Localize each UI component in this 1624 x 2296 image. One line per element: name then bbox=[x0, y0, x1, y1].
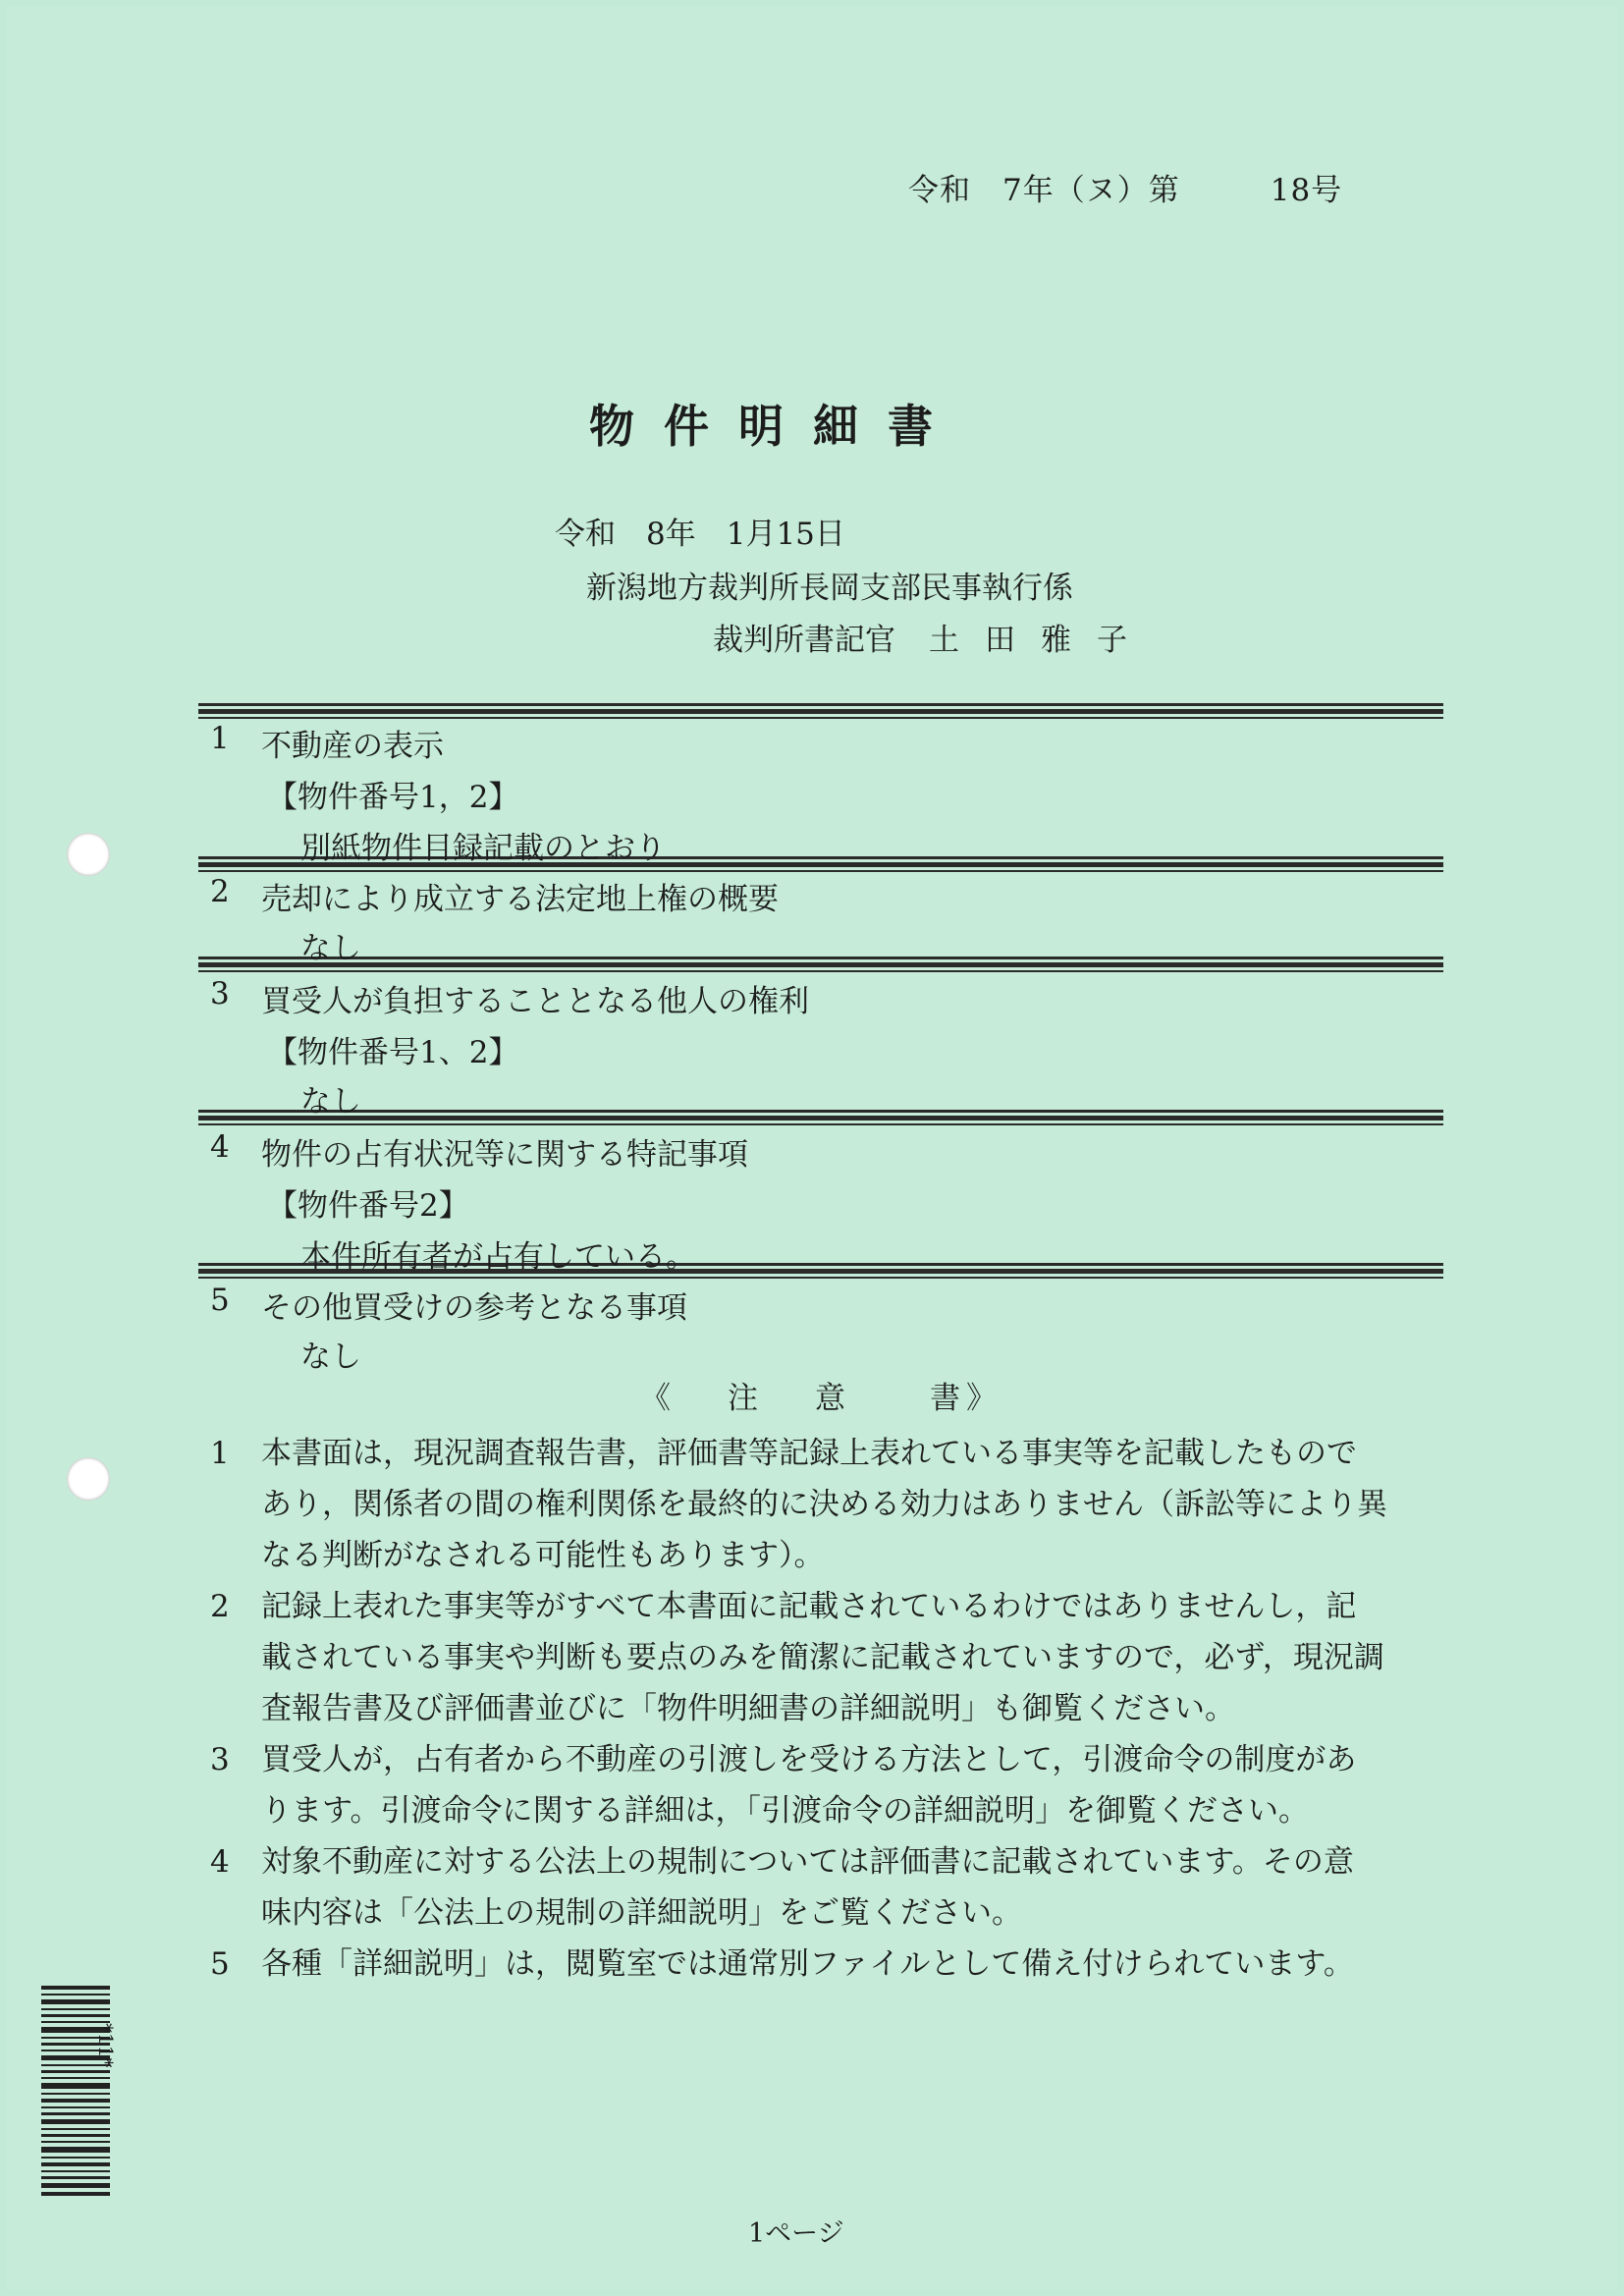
notice-item-5 bbox=[210, 1939, 1428, 1990]
section-number: 4 bbox=[210, 1129, 230, 1165]
barcode bbox=[41, 1986, 114, 2200]
court-name: 新潟地方裁判所長岡支部民事執行係 bbox=[586, 571, 1073, 606]
section-rule bbox=[198, 1110, 1443, 1125]
notice-line: 査報告書及び評価書並びに「物件明細書の詳細説明」も御覧ください。 bbox=[261, 1691, 1235, 1726]
notice-text bbox=[261, 1734, 1428, 1836]
section-line: 【物件番号1，2】 bbox=[267, 780, 519, 815]
binder-hole-bottom bbox=[67, 1457, 110, 1501]
notice-title-part: 》 bbox=[966, 1381, 997, 1416]
notice-title-part: 意 bbox=[815, 1381, 845, 1416]
notice-number: 2 bbox=[210, 1589, 230, 1624]
notice-number: 5 bbox=[210, 1946, 230, 1982]
section-number: 2 bbox=[210, 874, 230, 909]
section-heading: 物件の占有状況等に関する特記事項 bbox=[261, 1137, 748, 1173]
notice-number: 4 bbox=[210, 1844, 230, 1880]
notice-title-part: 書 bbox=[930, 1381, 960, 1416]
notice-text bbox=[261, 1836, 1428, 1939]
notice-line: 味内容は「公法上の規制の詳細説明」をご覧ください。 bbox=[261, 1895, 1022, 1931]
notice-line: 各種「詳細説明」は，閲覧室では通常別ファイルとして備え付けられています。 bbox=[261, 1946, 1354, 1982]
notice-title-part: 《 bbox=[640, 1381, 671, 1416]
section-heading: 買受人が負担することとなる他人の権利 bbox=[261, 984, 809, 1019]
notice-line: 記録上表れた事実等がすべて本書面に記載されているわけではありませんし，記 bbox=[261, 1589, 1357, 1624]
notice-text bbox=[261, 1428, 1428, 1581]
notice-number: 1 bbox=[210, 1436, 230, 1471]
notice-title bbox=[640, 1373, 997, 1417]
section-heading: 売却により成立する法定地上権の概要 bbox=[261, 882, 779, 917]
case-number: 18号 bbox=[1270, 173, 1343, 208]
section-rule bbox=[198, 703, 1443, 719]
section-heading: 不動産の表示 bbox=[261, 729, 444, 764]
notice-number: 3 bbox=[210, 1742, 230, 1777]
section-number: 1 bbox=[210, 721, 230, 756]
notice-line: 載されている事実や判断も要点のみを簡潔に記載されていますので，必ず，現況調 bbox=[261, 1640, 1384, 1675]
clerk-name: 土田雅子 bbox=[929, 623, 1153, 658]
notice-title-part: 注 bbox=[728, 1381, 758, 1416]
section-heading: その他買受けの参考となる事項 bbox=[261, 1290, 687, 1326]
notice-text bbox=[261, 1939, 1428, 1990]
clerk-title: 裁判所書記官 bbox=[713, 623, 895, 658]
notice-line: あり，関係者の間の権利関係を最終的に決める効力はありません（訴訟等により異 bbox=[261, 1487, 1387, 1522]
notice-line: なる判断がなされる可能性もあります）。 bbox=[261, 1538, 825, 1573]
notice-item-1 bbox=[210, 1428, 1428, 1581]
section-line: 【物件番号2】 bbox=[267, 1188, 469, 1224]
notice-text bbox=[261, 1581, 1428, 1734]
notice-item-3 bbox=[210, 1734, 1428, 1836]
clerk-line bbox=[713, 615, 1153, 659]
section-number: 3 bbox=[210, 976, 230, 1011]
section-number: 5 bbox=[210, 1283, 230, 1318]
case-prefix: 令和 7年（ヌ）第 bbox=[908, 173, 1180, 208]
barcode-label: *11* bbox=[94, 2023, 118, 2068]
section-rule bbox=[198, 957, 1443, 972]
section-line: 【物件番号1、2】 bbox=[267, 1035, 519, 1070]
section-line: 本件所有者が占有している。 bbox=[300, 1239, 696, 1275]
document-title: 物件明細書 bbox=[589, 400, 962, 453]
section-line: なし bbox=[300, 1339, 361, 1375]
notice-line: 買受人が，占有者から不動産の引渡しを受ける方法として，引渡命令の制度があ bbox=[261, 1742, 1357, 1777]
binder-hole-top bbox=[67, 833, 110, 876]
case-number-line bbox=[908, 165, 1342, 209]
section-line: なし bbox=[300, 931, 361, 966]
section-line: 別紙物件目録記載のとおり bbox=[300, 831, 666, 866]
issue-date: 令和 8年 1月15日 bbox=[555, 517, 845, 552]
notice-item-4 bbox=[210, 1836, 1428, 1939]
section-line: なし bbox=[300, 1084, 361, 1120]
notice-item-2 bbox=[210, 1581, 1428, 1734]
notice-line: ります。引渡命令に関する詳細は，「引渡命令の詳細説明」を御覧ください。 bbox=[261, 1793, 1310, 1829]
page-footer: 1ページ bbox=[748, 2218, 844, 2249]
notice-line: 本書面は，現況調査報告書，評価書等記録上表れている事実等を記載したもので bbox=[261, 1436, 1357, 1471]
notice-line: 対象不動産に対する公法上の規制については評価書に記載されています。その意 bbox=[261, 1844, 1354, 1880]
